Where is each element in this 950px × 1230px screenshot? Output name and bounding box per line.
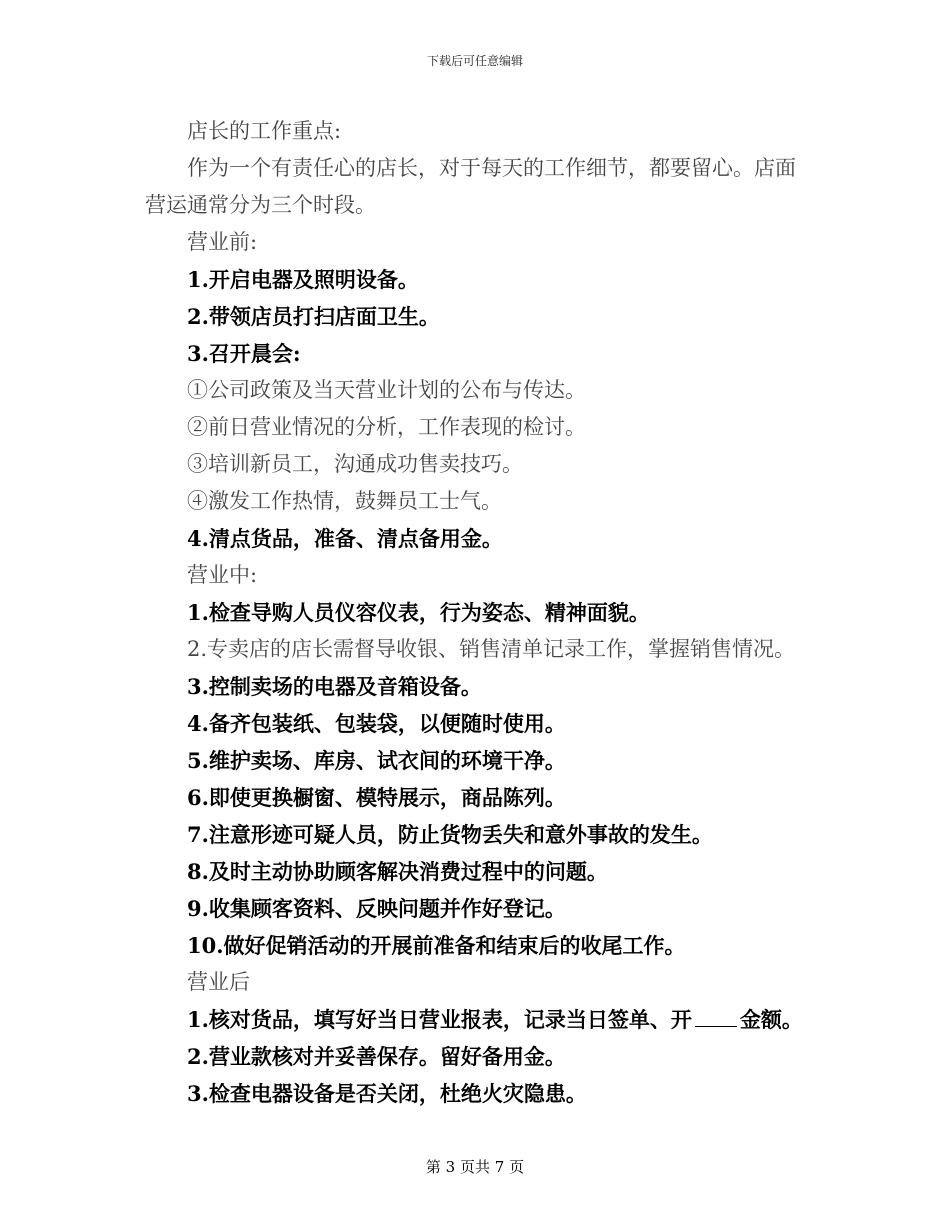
- list-item: 2.专卖店的店长需督导收银、销售清单记录工作，掌握销售情况。: [187, 637, 796, 661]
- section-heading-after: 营业后: [187, 970, 250, 994]
- list-item: 1.检查导购人员仪容仪表，行为姿态、精神面貌。: [187, 600, 650, 625]
- list-item: 4.备齐包装纸、包装袋，以便随时使用。: [187, 711, 566, 736]
- list-item: 1.开启电器及照明设备。: [187, 267, 419, 292]
- list-item: 3.召开晨会:: [187, 341, 301, 366]
- section-heading-before: 营业前:: [187, 230, 258, 254]
- item-text-part1: 1.核对货品，填写好当日营业报表，记录当日签单、开: [187, 1007, 692, 1032]
- list-item: 2.带领店员打扫店面卫生。: [187, 304, 440, 329]
- sub-item: ③培训新员工，沟通成功售卖技巧。: [187, 452, 523, 476]
- page-header: 下载后可任意编辑: [426, 54, 523, 68]
- document-body: [145, 113, 815, 1112]
- sub-item: ④激发工作热情，鼓舞员工士气。: [187, 489, 502, 513]
- list-item: 3.控制卖场的电器及音箱设备。: [187, 674, 482, 699]
- section-heading-during: 营业中:: [187, 563, 258, 587]
- sub-item: ②前日营业情况的分析，工作表现的检讨。: [187, 415, 586, 439]
- list-item: 3.检查电器设备是否关闭，杜绝火灾隐患。: [187, 1081, 587, 1106]
- list-item: 6.即使更换橱窗、模特展示，商品陈列。: [187, 785, 566, 810]
- list-item: 8.及时主动协助顾客解决消费过程中的问题。: [187, 859, 608, 884]
- doc-title: 店长的工作重点:: [187, 119, 342, 143]
- list-item: 7.注意形迹可疑人员，防止货物丢失和意外事故的发生。: [187, 822, 713, 847]
- intro-paragraph: 作为一个有责任心的店长，对于每天的工作细节，都要留心。店面营运通常分为三个时段。: [145, 156, 796, 217]
- list-item: 2.营业款核对并妥善保存。留好备用金。: [187, 1044, 566, 1069]
- list-item: 5.维护卖场、库房、试衣间的环境干净。: [187, 748, 566, 773]
- list-item: 4.清点货品，准备、清点备用金。: [187, 526, 503, 551]
- fill-blank: [695, 1008, 737, 1027]
- list-item: 9.收集顾客资料、反映问题并作好登记。: [187, 896, 566, 921]
- list-item: 10.做好促销活动的开展前准备和结束后的收尾工作。: [187, 933, 686, 958]
- sub-item: ①公司政策及当天营业计划的公布与传达。: [187, 378, 586, 402]
- item-text-part2: 金额。: [739, 1007, 803, 1032]
- page-footer: 第 3 页共 7 页: [425, 1158, 525, 1176]
- list-item: [145, 1001, 815, 1038]
